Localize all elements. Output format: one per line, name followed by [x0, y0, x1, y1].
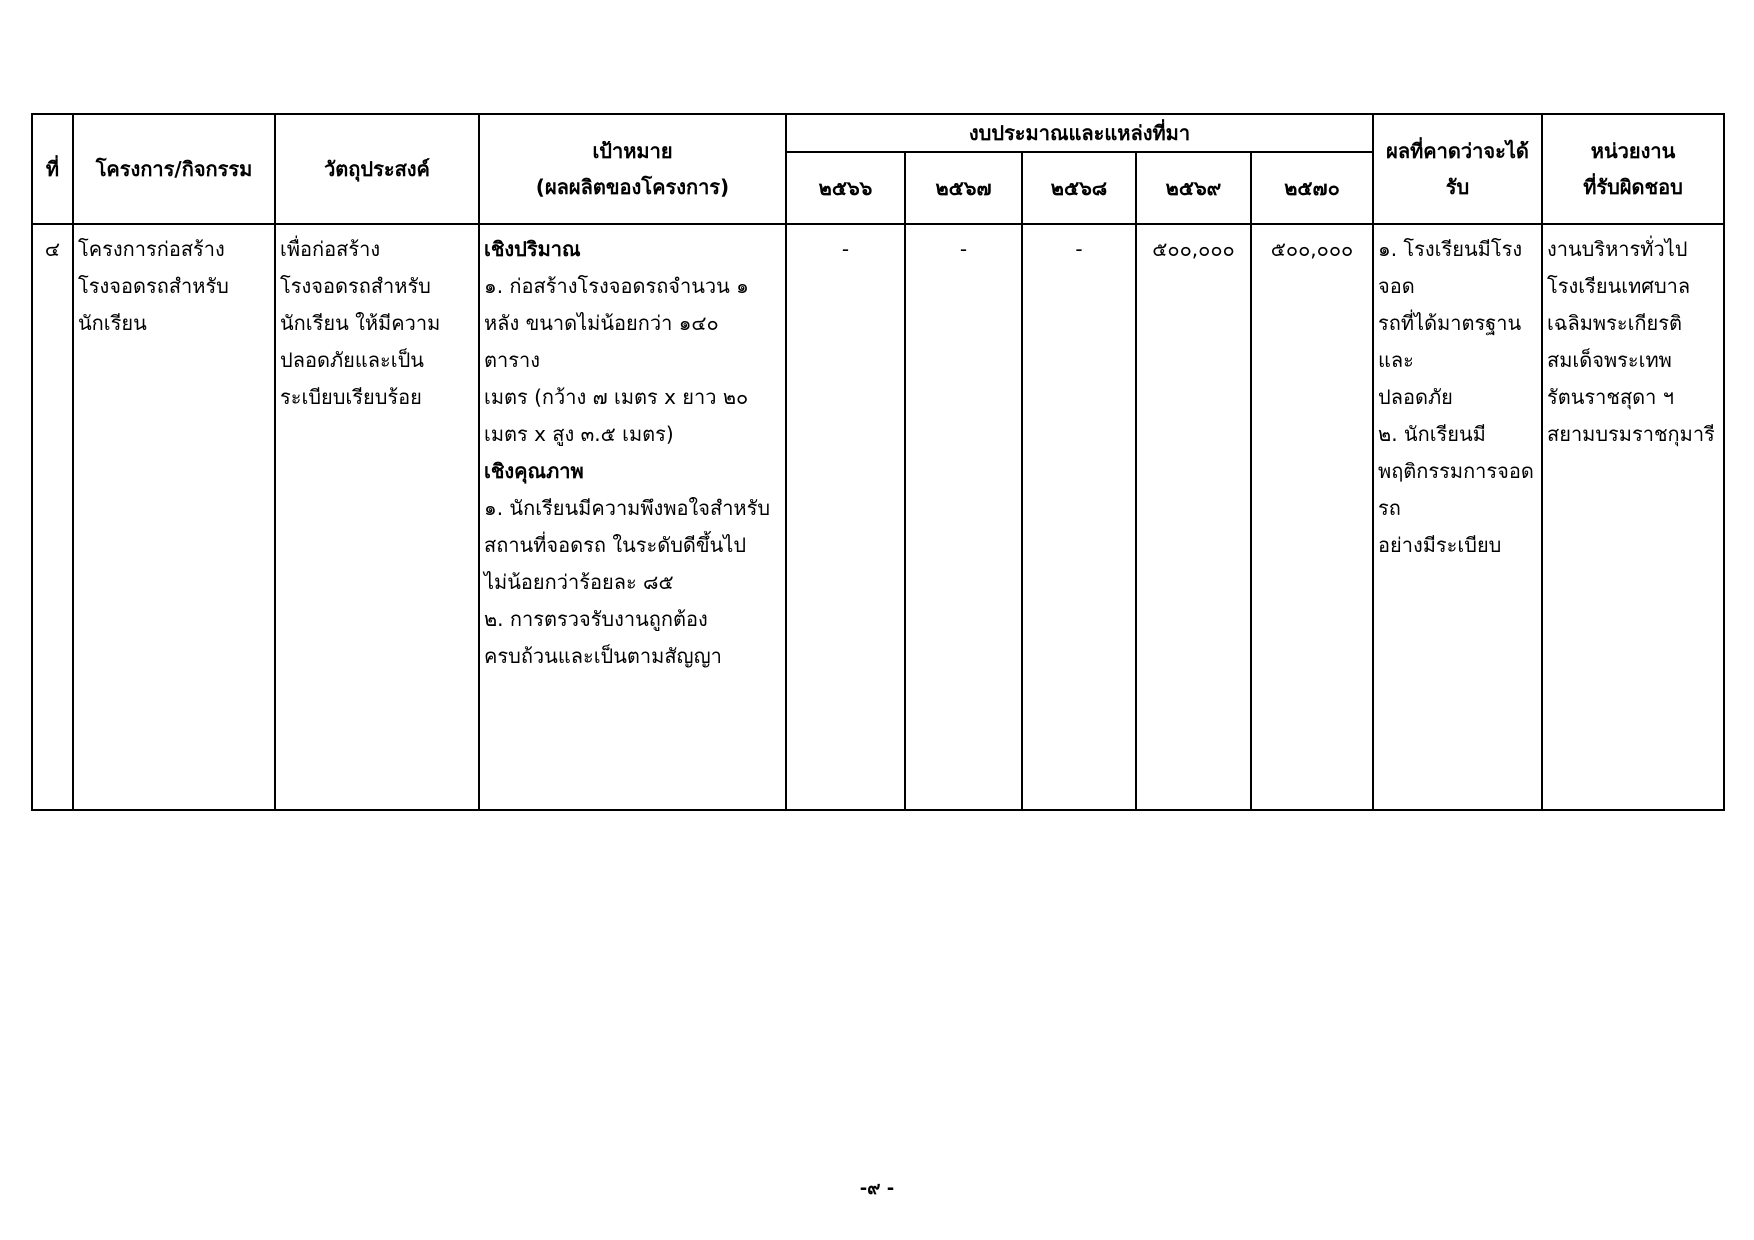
row-objective — [275, 224, 479, 810]
header-objective: วัตถุประสงค์ — [275, 114, 479, 224]
header-outcome: ผลที่คาดว่าจะได้รับ — [1373, 114, 1542, 224]
header-unit-line2: ที่รับผิดชอบ — [1583, 175, 1683, 199]
budget-2567: - — [905, 224, 1022, 810]
target-quantity-title: เชิงปริมาณ — [484, 237, 581, 261]
target-quality-line: ครบถ้วนและเป็นตามสัญญา — [484, 644, 722, 668]
row-no: ๔ — [32, 224, 73, 810]
header-target — [479, 114, 786, 224]
row-project — [73, 224, 275, 810]
project-line: นักเรียน — [78, 311, 147, 335]
budget-2569: ๕๐๐,๐๐๐ — [1136, 224, 1251, 810]
unit-line: สยามบรมราชกุมารี — [1547, 422, 1715, 446]
outcome-line: ๑. โรงเรียนมีโรงจอด — [1378, 237, 1523, 298]
objective-line: ปลอดภัยและเป็น — [280, 348, 424, 372]
target-quality-title: เชิงคุณภาพ — [484, 459, 584, 483]
header-year-2566: ๒๕๖๖ — [786, 152, 905, 224]
header-year-2570: ๒๕๗๐ — [1251, 152, 1373, 224]
budget-2566: - — [786, 224, 905, 810]
header-unit-line1: หน่วยงาน — [1590, 139, 1676, 163]
objective-line: นักเรียน ให้มีความ — [280, 311, 441, 335]
unit-line: งานบริหารทั่วไป — [1547, 237, 1688, 261]
header-budget-group: งบประมาณและแหล่งที่มา — [786, 114, 1373, 152]
objective-line: ระเบียบเรียบร้อย — [280, 385, 422, 409]
row-responsible-unit — [1542, 224, 1724, 810]
objective-line: โรงจอดรถสำหรับ — [280, 274, 431, 298]
target-quality-line: สถานที่จอดรถ ในระดับดีขึ้นไป — [484, 533, 747, 557]
project-line: โรงจอดรถสำหรับ — [78, 274, 229, 298]
budget-2570: ๕๐๐,๐๐๐ — [1251, 224, 1373, 810]
target-quantity-line: ๑. ก่อสร้างโรงจอดรถจำนวน ๑ — [484, 274, 749, 298]
target-quantity-line: เมตร (กว้าง ๗ เมตร x ยาว ๒๐ — [484, 385, 749, 409]
target-quantity-line: หลัง ขนาดไม่น้อยกว่า ๑๔๐ ตาราง — [484, 311, 719, 372]
project-line: โครงการก่อสร้าง — [78, 237, 225, 261]
outcome-line: อย่างมีระเบียบ — [1378, 533, 1502, 557]
header-responsible-unit — [1542, 114, 1724, 224]
header-year-2568: ๒๕๖๘ — [1022, 152, 1136, 224]
outcome-line: รถที่ได้มาตรฐานและ — [1378, 311, 1522, 372]
budget-2568: - — [1022, 224, 1136, 810]
unit-line: เฉลิมพระเกียรติ — [1547, 311, 1682, 335]
target-quality-line: ๒. การตรวจรับงานถูกต้อง — [484, 607, 708, 631]
outcome-line: ปลอดภัย — [1378, 385, 1453, 409]
project-plan-table — [31, 113, 1725, 811]
target-quantity-line: เมตร x สูง ๓.๕ เมตร) — [484, 422, 674, 446]
page-number: -๙ - — [859, 1178, 895, 1199]
row-outcome — [1373, 224, 1542, 810]
table-row — [32, 224, 1724, 810]
target-quality-line: ไม่น้อยกว่าร้อยละ ๘๕ — [484, 570, 674, 594]
header-no: ที่ — [32, 114, 73, 224]
unit-line: สมเด็จพระเทพ — [1547, 348, 1672, 372]
unit-line: โรงเรียนเทศบาล — [1547, 274, 1691, 298]
header-row — [32, 114, 1724, 152]
outcome-line: พฤติกรรมการจอดรถ — [1378, 459, 1534, 520]
outcome-line: ๒. นักเรียนมี — [1378, 422, 1486, 446]
row-target — [479, 224, 786, 810]
target-quality-line: ๑. นักเรียนมีความพึงพอใจสำหรับ — [484, 496, 771, 520]
header-target-line1: เป้าหมาย — [592, 139, 673, 163]
header-year-2569: ๒๕๖๙ — [1136, 152, 1251, 224]
header-year-2567: ๒๕๖๗ — [905, 152, 1022, 224]
header-project: โครงการ/กิจกรรม — [73, 114, 275, 224]
header-target-line2: (ผลผลิตของโครงการ) — [535, 175, 730, 199]
unit-line: รัตนราชสุดา ฯ — [1547, 385, 1674, 409]
objective-line: เพื่อก่อสร้าง — [280, 237, 381, 261]
